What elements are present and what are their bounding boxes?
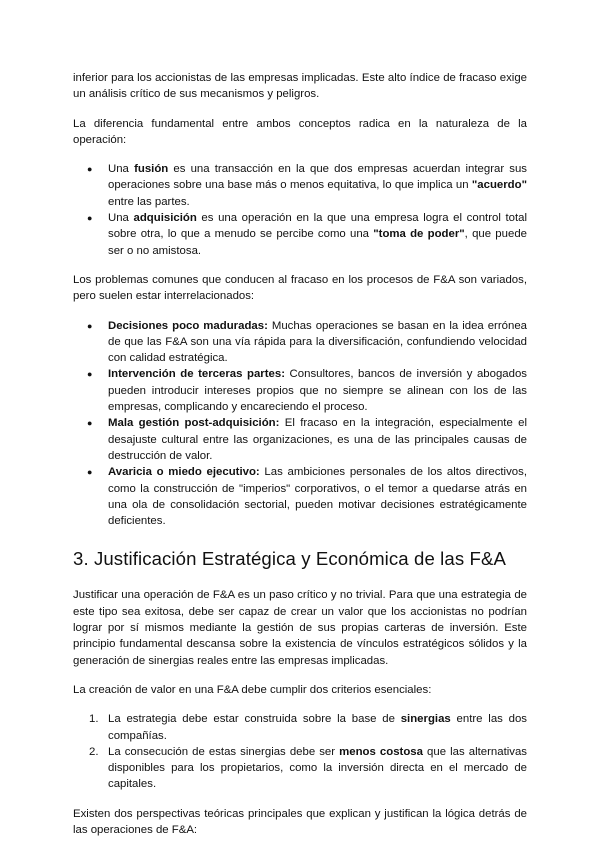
- problems-list: [73, 318, 527, 530]
- problem-title: Intervención de terceras partes:: [108, 368, 285, 381]
- list-number: 2.: [89, 745, 99, 758]
- criteria-list: [73, 711, 527, 792]
- bullet-icon: ●: [87, 164, 93, 175]
- problem-title: Decisiones poco maduradas:: [108, 319, 268, 332]
- bullet-icon: ●: [87, 467, 93, 478]
- quote-acuerdo: "acuerdo": [471, 179, 527, 192]
- paragraph-criteria-intro: La creación de valor en una F&A debe cumplir dos criterios esenciales:: [73, 683, 432, 696]
- criteria-bold: menos costosa: [339, 745, 423, 758]
- concepts-list: [73, 161, 527, 259]
- paragraph-difference: La diferencia fundamental entre ambos conceptos radica en la naturaleza de la operación:: [73, 117, 527, 146]
- problem-title: Mala gestión post-adquisición:: [108, 417, 280, 430]
- criteria-bold: sinergias: [400, 713, 451, 726]
- bullet-icon: ●: [87, 369, 93, 380]
- quote-toma-de-poder: "toma de poder": [373, 228, 465, 241]
- paragraph-intro: inferior para los accionistas de las empresas implicadas. Este alto índice de fracaso exige un análisis crítico de sus mecanismos y peligros.: [73, 72, 527, 101]
- paragraph-problems-intro: Los problemas comunes que conducen al fracaso en los procesos de F&A son variados, pero suelen estar interrelacionados:: [73, 273, 527, 303]
- bullet-icon: ●: [87, 320, 93, 331]
- paragraph-justification: Justificar una operación de F&A es un paso crítico y no trivial. Para que una estrategia de este tipo sea exitosa, debe ser capaz de crear un valor que los accionistas no podrían lograr por sí mismos mediante la gestión de sus propias carteras de inversión. Este principio fundamental descansa sobre la existencia de vínculos estratégicos sólidos y la generación de sinergias reales entre las empresas implicadas.: [73, 589, 527, 667]
- list-item: ● Decisiones poco maduradas: Muchas operaciones se basan en la idea errónea de que las F&A son una vía rápida para la diversificación, confundiendo velocidad con calidad estratégica.: [87, 319, 527, 365]
- list-item: 2. La consecución de estas sinergias debe ser menos costosa que las alternativas disponibles para los propietarios, como la inversión directa en el mercado de capitales.: [89, 745, 527, 791]
- list-item: ● Avaricia o miedo ejecutivo: Las ambiciones personales de los altos directivos, como la construcción de "imperios" corporativos, o el temor a quedarse atrás en una ola de consolidación sectorial, pueden motivar decisiones estratégicamente deficientes.: [87, 466, 527, 528]
- bullet-icon: ●: [87, 213, 93, 224]
- list-number: 1.: [89, 713, 99, 726]
- list-item: ● Una adquisición es una operación en la que una empresa logra el control total sobre otra, lo que a menudo se percibe como una "toma de poder", que puede ser o no amistosa.: [87, 212, 527, 257]
- term-fusion: fusión: [134, 163, 169, 176]
- list-item: ● Una fusión es una transacción en la que dos empresas acuerdan integrar sus operaciones sobre una base más o menos equitativa, lo que implica un "acuerdo" entre las partes.: [87, 163, 528, 208]
- paragraph-perspectives: Existen dos perspectivas teóricas principales que explican y justifican la lógica detrás de las operaciones de F&A:: [73, 807, 527, 836]
- bullet-icon: ●: [87, 418, 93, 429]
- term-adquisicion: adquisición: [133, 212, 197, 225]
- problem-title: Avaricia o miedo ejecutivo:: [108, 466, 260, 479]
- list-item: ● Mala gestión post-adquisición: El fracaso en la integración, especialmente el desajuste cultural entre las organizaciones, es una de las principales causas de destrucción de valor.: [87, 417, 527, 462]
- page-content: [73, 70, 527, 838]
- section-heading: 3. Justificación Estratégica y Económica de las F&A: [73, 548, 506, 570]
- list-item: ● Intervención de terceras partes: Consultores, bancos de inversión y abogados pueden introducir intereses propios que no siempre se alinean con los de las empresas, complicando y encareciendo el proceso.: [87, 368, 527, 414]
- list-item: 1. La estrategia debe estar construida sobre la base de sinergias entre las dos compañías.: [89, 713, 527, 742]
